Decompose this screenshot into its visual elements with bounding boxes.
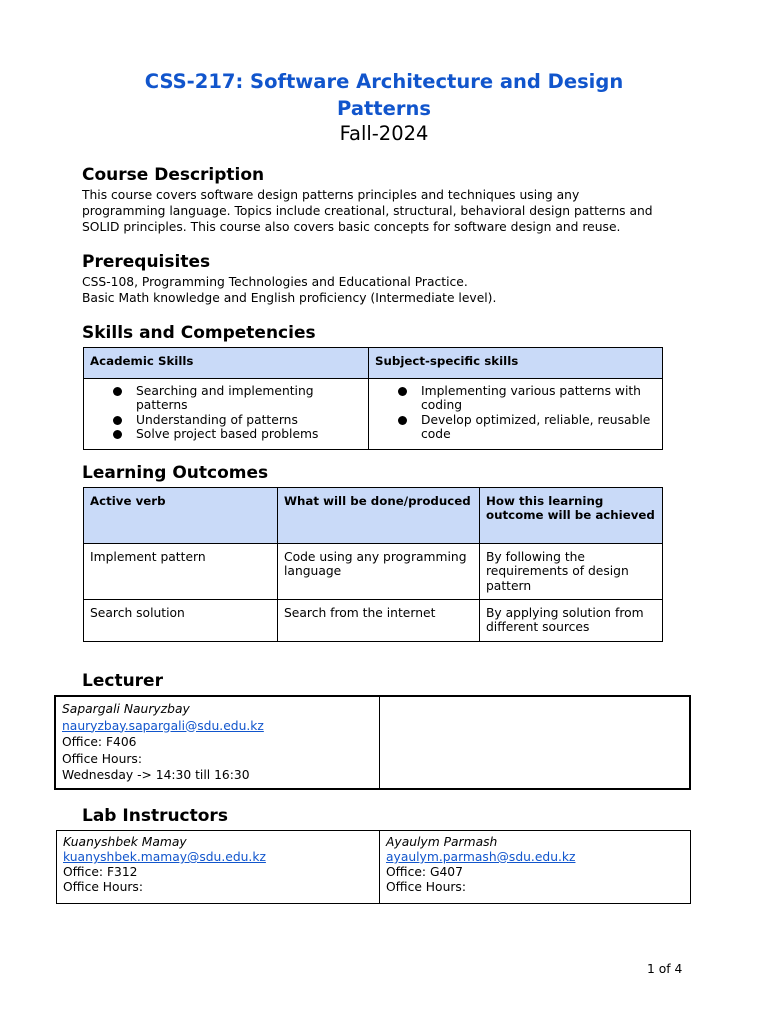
skills-academic-list [90, 384, 362, 441]
skills-col-subject-header: Subject-specific skills [369, 348, 663, 379]
table-row [84, 544, 663, 600]
table-row [57, 831, 691, 904]
course-description-text [82, 187, 692, 235]
outcomes-cell: By applying solution from different sources [480, 600, 663, 642]
list-item: Implementing various patterns with coding [421, 384, 656, 413]
outcomes-cell: Search solution [84, 600, 278, 642]
table-row [84, 600, 663, 642]
prerequisites-line: CSS-108, Programming Technologies and Educational Practice. [82, 275, 468, 289]
table-row [55, 696, 690, 789]
skills-subject-list [375, 384, 656, 441]
course-description-heading: Course Description [82, 165, 265, 185]
lab-instructor-email-link[interactable]: ayaulym.parmash@sdu.edu.kz [386, 850, 576, 864]
prerequisites-heading: Prerequisites [82, 252, 211, 272]
outcomes-cell: Code using any programming language [278, 544, 480, 600]
lab-instructor-hours-label: Office Hours: [63, 880, 143, 894]
outcomes-cell: By following the requirements of design pattern [480, 544, 663, 600]
prerequisites-text [82, 274, 692, 306]
course-title-line2: Patterns [337, 97, 431, 120]
lecturer-empty-cell [380, 696, 691, 789]
lecturer-name: Sapargali Nauryzbay [62, 702, 190, 716]
skills-academic-cell [84, 379, 369, 450]
outcomes-heading: Learning Outcomes [82, 463, 269, 483]
course-title [0, 68, 768, 122]
prerequisites-line: Basic Math knowledge and English proficiency (Intermediate level). [82, 291, 497, 305]
lab-instructor-cell [380, 831, 691, 904]
outcomes-cell: Implement pattern [84, 544, 278, 600]
skills-heading: Skills and Competencies [82, 323, 316, 343]
lab-instructor-hours-label: Office Hours: [386, 880, 466, 894]
table-row [84, 379, 663, 450]
lab-instructors-table [56, 830, 691, 904]
lab-instructors-heading: Lab Instructors [82, 806, 228, 826]
skills-subject-cell [369, 379, 663, 450]
list-item: Understanding of patterns [136, 413, 362, 427]
lab-instructor-office: Office: G407 [386, 865, 463, 879]
list-item: Solve project based problems [136, 427, 362, 441]
lab-instructor-email-link[interactable]: kuanyshbek.mamay@sdu.edu.kz [63, 850, 266, 864]
skills-table [83, 347, 663, 450]
lab-instructor-office: Office: F312 [63, 865, 138, 879]
course-description-line: SOLID principles. This course also covers basic concepts for software design and reuse. [82, 220, 621, 234]
outcomes-cell: Search from the internet [278, 600, 480, 642]
lab-instructor-name: Kuanyshbek Mamay [63, 835, 187, 849]
lecturer-info-cell [55, 696, 380, 789]
course-description-line: This course covers software design patterns principles and techniques using any [82, 188, 580, 202]
lecturer-hours-label: Office Hours: [62, 751, 142, 766]
skills-col-academic-header: Academic Skills [84, 348, 369, 379]
page-number: 1 of 4 [647, 962, 683, 976]
course-title-line1: CSS-217: Software Architecture and Design [144, 70, 624, 93]
lecturer-email-link[interactable]: nauryzbay.sapargali@sdu.edu.kz [62, 718, 264, 733]
list-item: Develop optimized, reliable, reusable code [421, 413, 656, 442]
lecturer-heading: Lecturer [82, 671, 163, 691]
lecturer-office: Office: F406 [62, 735, 137, 749]
table-row [84, 488, 663, 544]
course-description-line: programming language. Topics include creational, structural, behavioral design patterns and [82, 204, 653, 218]
lecturer-hours: Wednesday -> 14:30 till 16:30 [62, 768, 250, 782]
lecturer-table [54, 695, 691, 790]
outcomes-header-verb: Active verb [84, 488, 278, 544]
outcomes-header-produced: What will be done/produced [278, 488, 480, 544]
outcomes-header-achieved: How this learning outcome will be achieved [480, 488, 663, 544]
list-item: Searching and implementing patterns [136, 384, 362, 413]
outcomes-table [83, 487, 663, 642]
lab-instructor-cell [57, 831, 380, 904]
lab-instructor-name: Ayaulym Parmash [386, 835, 498, 849]
course-term: Fall-2024 [339, 122, 429, 145]
table-row [84, 348, 663, 379]
